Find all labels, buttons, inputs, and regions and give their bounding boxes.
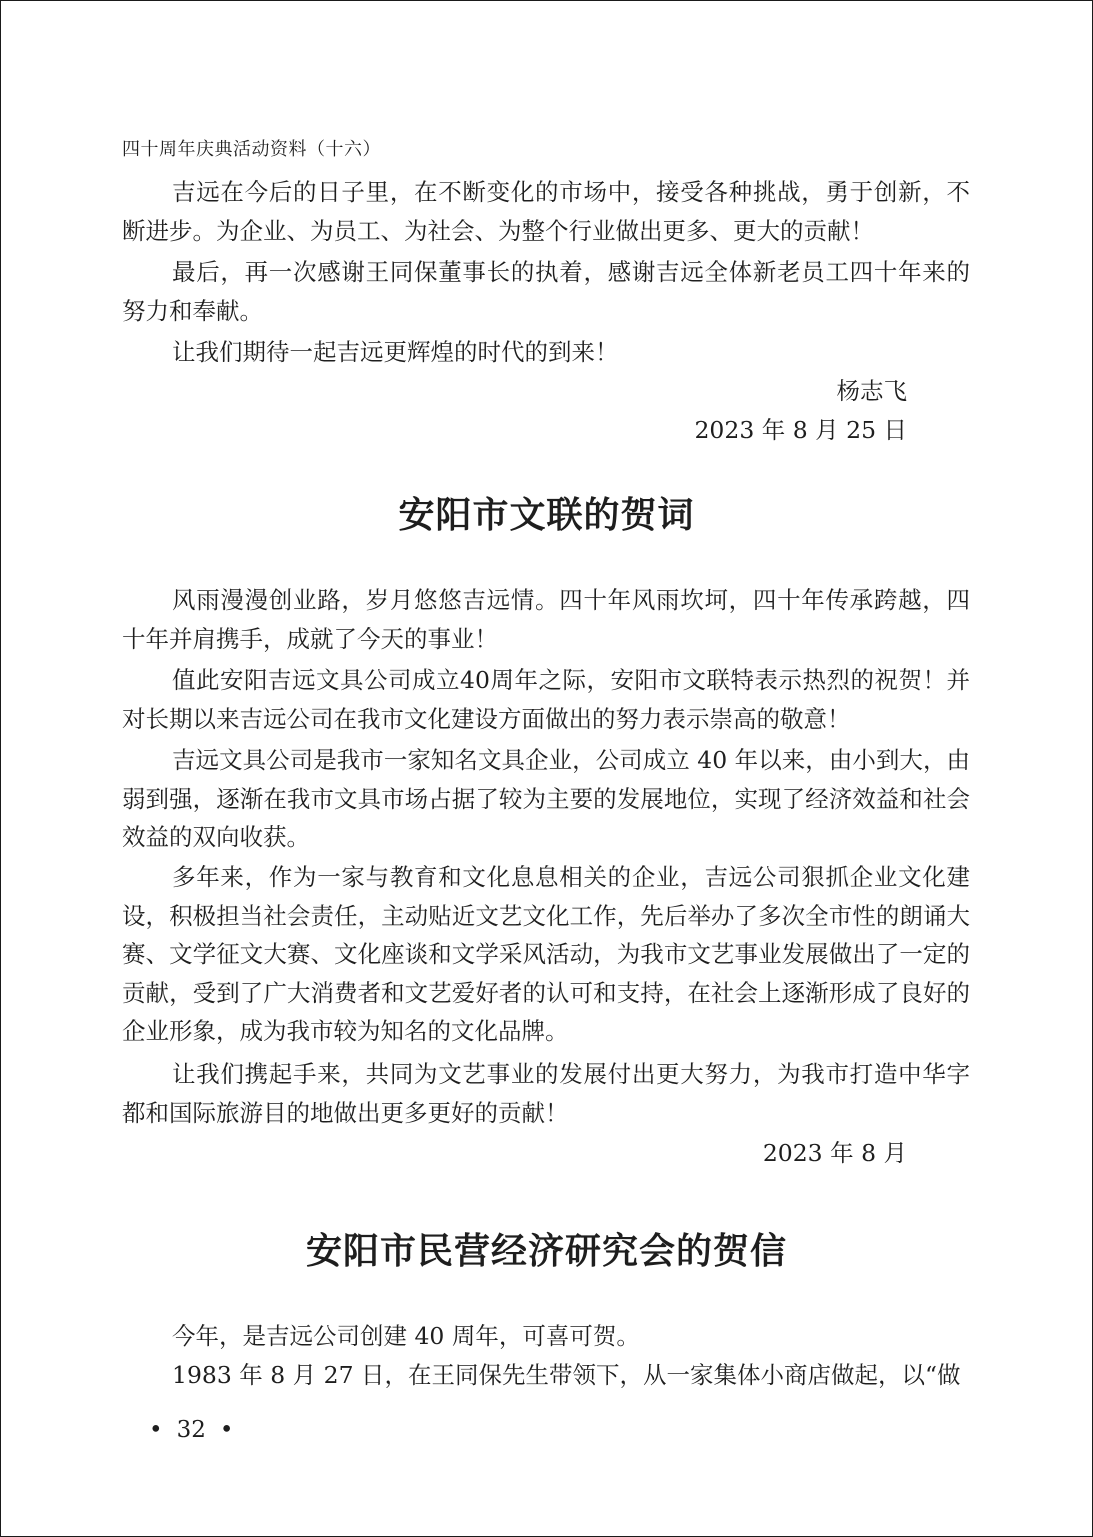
paragraph: 吉远在今后的日子里，在不断变化的市场中，接受各种挑战，勇于创新，不断进步。为企业、为员工、为社会、为整个行业做出更多、更大的贡献！: [122, 178, 970, 245]
bullet-left: •: [149, 1417, 163, 1443]
section-title: 安阳市文联的贺词: [398, 494, 695, 536]
paragraph: 1983 年 8 月 27 日，在王同保先生带领下，从一家集体小商店做起，以“做: [172, 1361, 961, 1389]
date-line: 2023 年 8 月 25 日: [694, 416, 907, 444]
paragraph: 值此安阳吉远文具公司成立40周年之际，安阳市文联特表示热烈的祝贺！并对长期以来吉远公司在我市文化建设方面做出的努力表示崇高的敬意！: [122, 666, 970, 733]
running-header: 四十周年庆典活动资料（十六）: [122, 139, 381, 160]
paragraph: 风雨漫漫创业路，岁月悠悠吉远情。四十年风雨坎坷，四十年传承跨越，四十年并肩携手，成就了今天的事业！: [122, 586, 970, 653]
paragraph: 让我们期待一起吉远更辉煌的时代的到来！: [172, 338, 619, 366]
date-line: 2023 年 8 月: [762, 1139, 907, 1167]
page-number-value: 32: [176, 1417, 206, 1443]
page-number: [135, 1415, 247, 1445]
paragraph: 吉远文具公司是我市一家知名文具企业，公司成立 40 年以来，由小到大，由弱到强，逐渐在我市文具市场占据了较为主要的发展地位，实现了经济效益和社会效益的双向收获。: [122, 746, 970, 851]
paragraph: 最后，再一次感谢王同保董事长的执着，感谢吉远全体新老员工四十年来的努力和奉献。: [122, 258, 970, 325]
paragraph: 多年来，作为一家与教育和文化息息相关的企业，吉远公司狠抓企业文化建设，积极担当社会责任，主动贴近文艺文化工作，先后举办了多次全市性的朗诵大赛、文学征文大赛、文化座谈和文学采风活动，为我市文艺事业发展做出了一定的贡献，受到了广大消费者和文艺爱好者的认可和支持，在社会上逐渐形成了良好的企业形象，成为我市较为知名的文化品牌。: [122, 863, 970, 1045]
bullet-right: •: [219, 1417, 234, 1443]
paragraph: 今年，是吉远公司创建 40 周年，可喜可贺。: [172, 1322, 640, 1350]
signature: 杨志飞: [836, 377, 907, 405]
section-title: 安阳市民营经济研究会的贺信: [305, 1230, 787, 1272]
paragraph: 让我们携起手来，共同为文艺事业的发展付出更大努力，为我市打造中华字都和国际旅游目的地做出更多更好的贡献！: [122, 1060, 970, 1127]
